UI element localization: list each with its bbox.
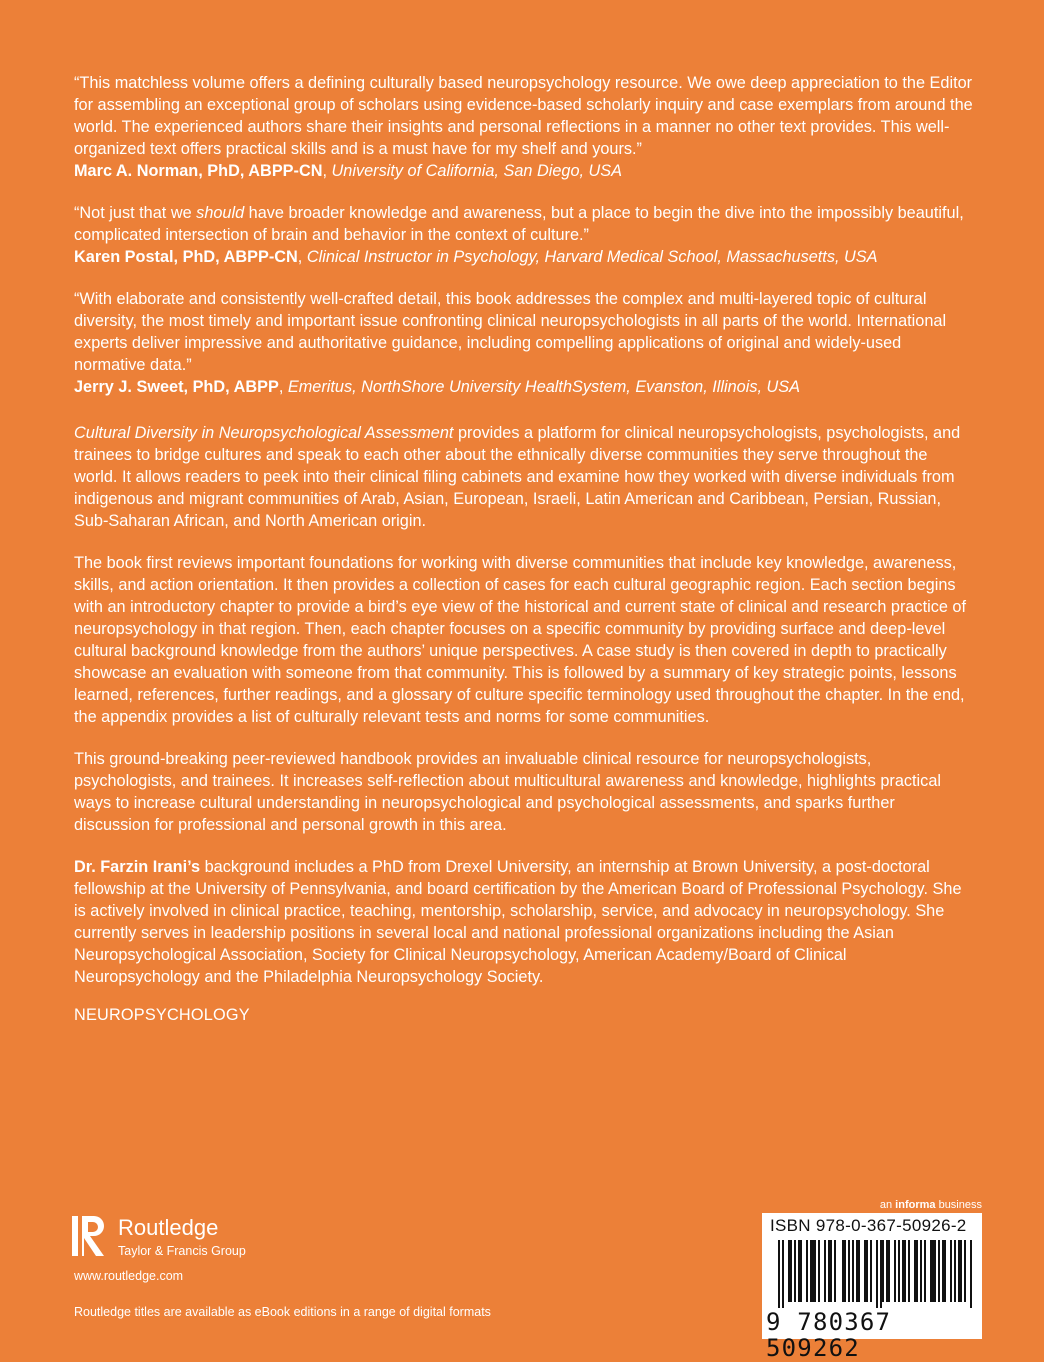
barcode-bar [858, 1240, 860, 1302]
description-paragraph: This ground-breaking peer-reviewed handbook provides an invaluable clinical resource for neuropsychologists, psychologists, and trainees. It increases self-reflection about multicultural awareness and knowledge, highlights practical ways to increase cultural understanding in neuropsychological and psychological assessments, and sparks further discussion for professional and personal growth in this area. [74, 750, 941, 834]
isbn-barcode [762, 1213, 982, 1362]
barcode-bar [790, 1240, 792, 1302]
barcode-bar [824, 1240, 826, 1302]
barcode-bar [888, 1240, 890, 1302]
book-title: Cultural Diversity in Neuropsychological Assessment [74, 424, 454, 442]
barcode-bar [870, 1240, 872, 1302]
barcode-bar [950, 1240, 952, 1302]
barcode-bar [932, 1240, 934, 1302]
publisher-url[interactable]: www.routledge.com [74, 1269, 184, 1283]
barcode-bar [970, 1240, 972, 1308]
barcode-bar [954, 1240, 956, 1302]
barcode-bar [864, 1240, 866, 1302]
barcode-bars [778, 1240, 974, 1308]
barcode-bar [920, 1240, 922, 1302]
description-paragraph: The book first reviews important foundations for working with diverse communities that include key knowledge, awareness, skills, and action orientation. It then provides a collection of cases for each cultural geographic region. Each section begins with an introductory chapter to provide a bird’s eye view of the historical and current state of clinical and research practice of neuropsychology in that region. Then, each chapter focuses on a specific community by providing surface and deep-level cultural background knowledge from the authors’ unique perspectives. A case study is then covered in depth to practically showcase an evaluation with someone from that community. This is followed by a summary of key strategic points, lessons learned, references, further readings, and a glossary of culture specific terminology used throughout the chapter. In the end, the appendix provides a list of culturally relevant tests and norms for some communities. [74, 554, 967, 726]
endorsement [74, 288, 974, 398]
barcode-bar [944, 1240, 946, 1302]
endorsement-quote [74, 202, 974, 246]
barcode-bar [934, 1240, 936, 1302]
author-bio [74, 856, 974, 988]
barcode-bar [842, 1240, 844, 1302]
barcode-bar [800, 1240, 802, 1302]
author-bio-text: background includes a PhD from Drexel University, an internship at Brown University, a post-doctoral fellowship at the University of Pennsylvania, and board certification by the American Board of Professional Psychology. She is actively involved in clinical practice, teaching, mentorship, scholarship, service, and advocacy in neuropsychology. She currently serves in leadership positions in several local and national professional organizations including the Asian Neuropsychological Association, Society for Clinical Neuropsychology, American Academy/Board of Clinical Neuropsychology and the Philadelphia Neuropsychology Society. [74, 858, 962, 986]
author-name: Dr. Farzin Irani’s [74, 858, 201, 876]
endorser-name: Karen Postal, PhD, ABPP-CN [74, 248, 298, 266]
barcode-bar [886, 1240, 888, 1302]
endorsement-quote: “This matchless volume offers a defining culturally based neuropsychology resource. We owe deep appreciation to the Editor for assembling an exceptional group of scholars using evidence-based scholarly inquiry and case exemplars from around the world. The experienced authors share their insights and personal reflections in a manner no other text provides. This well-organized text offers practical skills and is a must have for my shelf and yours.” [74, 74, 973, 158]
endorsement [74, 72, 974, 182]
barcode-bar [828, 1240, 830, 1302]
barcode-bar [814, 1240, 816, 1302]
barcode-bar [960, 1240, 962, 1302]
endorsement [74, 202, 974, 268]
ebook-note: Routledge titles are available as eBook editions in a range of digital formats [74, 1305, 491, 1319]
barcode-bar [834, 1240, 836, 1302]
endorsement-attribution: Marc A. Norman, PhD, ABPP-CN, University of California, San Diego, USA [74, 162, 623, 180]
quote-segment: have broader knowledge and awareness, but a place to begin the dive into the impossibly beautiful, complicated intersection of brain and behavior in the context of culture.” [74, 204, 964, 244]
publisher-name: Routledge [118, 1215, 219, 1240]
informa-brand: informa [895, 1199, 936, 1211]
barcode-bar [958, 1240, 960, 1302]
barcode-bar [914, 1240, 916, 1302]
barcode-bar [788, 1240, 790, 1302]
publisher-group: Taylor & Francis Group [118, 1244, 246, 1258]
endorser-affiliation: Emeritus, NorthShore University HealthSystem, Evanston, Illinois, USA [287, 378, 801, 396]
subject-category: NEUROPSYCHOLOGY [74, 1006, 250, 1024]
barcode-bar [848, 1240, 850, 1302]
endorser-affiliation: University of California, San Diego, USA [331, 162, 623, 180]
barcode-bar [930, 1240, 932, 1302]
barcode-bar [904, 1240, 906, 1302]
barcode-bar [938, 1240, 940, 1302]
barcode-bar [778, 1240, 780, 1308]
informa-suffix: business [935, 1199, 982, 1211]
barcode-bar [924, 1240, 926, 1302]
endorser-name: Marc A. Norman, PhD, ABPP-CN [74, 162, 323, 180]
barcode-bar [798, 1240, 800, 1302]
barcode-bar [942, 1240, 944, 1302]
barcode-bar [880, 1240, 882, 1308]
barcode-bar [782, 1240, 784, 1308]
barcode-bar [876, 1240, 878, 1308]
barcode-bar [882, 1240, 884, 1302]
barcode-bar [908, 1240, 910, 1302]
barcode-bar [852, 1240, 854, 1302]
endorsement-attribution: Karen Postal, PhD, ABPP-CN, Clinical Instructor in Psychology, Harvard Medical School, Massachusetts, USA [74, 248, 878, 266]
barcode-bar [806, 1240, 808, 1302]
barcode-bar [830, 1240, 832, 1302]
ean-digits: 9 780367 509262 [766, 1308, 892, 1362]
endorser-name: Jerry J. Sweet, PhD, ABPP [74, 378, 279, 396]
barcode-bar [916, 1240, 918, 1302]
barcode-bar [818, 1240, 820, 1302]
quote-emphasis: should [196, 204, 245, 222]
endorsement-quote: “With elaborate and consistently well-crafted detail, this book addresses the complex and multi-layered topic of cultural diversity, the most timely and important issue confronting clinical neuropsychologists in all parts of the world. International experts deliver impressive and authoritative guidance, including compelling applications of original and widely-used normative data.” [74, 290, 947, 374]
endorser-affiliation: Clinical Instructor in Psychology, Harvard Medical School, Massachusetts, USA [306, 248, 878, 266]
barcode-bar [794, 1240, 796, 1302]
quote-segment: “Not just that we [74, 204, 197, 222]
barcode-bar [812, 1240, 814, 1302]
back-cover-text [74, 72, 974, 1026]
barcode-bar [902, 1240, 904, 1302]
isbn-number: ISBN 978-0-367-50926-2 [770, 1216, 967, 1235]
informa-business-label [872, 1198, 982, 1212]
routledge-logo-icon [72, 1212, 108, 1258]
barcode-bar [964, 1240, 966, 1302]
description-paragraph [74, 422, 974, 532]
barcode-bar [856, 1240, 858, 1302]
barcode-bar [844, 1240, 846, 1302]
barcode-bar [810, 1240, 812, 1302]
endorsement-attribution: Jerry J. Sweet, PhD, ABPP, Emeritus, NorthShore University HealthSystem, Evanston, Illinois, USA [74, 378, 801, 396]
barcode-bar [898, 1240, 900, 1302]
description-text: provides a platform for clinical neuropsychologists, psychologists, and trainees to bridge cultures and speak to each other about the ethnically diverse communities they serve throughout the world. It allows readers to peek into their clinical filing cabinets and examine how they worked with diverse individuals from indigenous and migrant communities of Arab, Asian, European, Israeli, Latin American and Caribbean, Persian, Russian, Sub-Saharan African, and North American origin. [74, 424, 961, 530]
informa-prefix: an [879, 1199, 896, 1211]
barcode-bar [894, 1240, 896, 1302]
barcode-bar [866, 1240, 868, 1302]
